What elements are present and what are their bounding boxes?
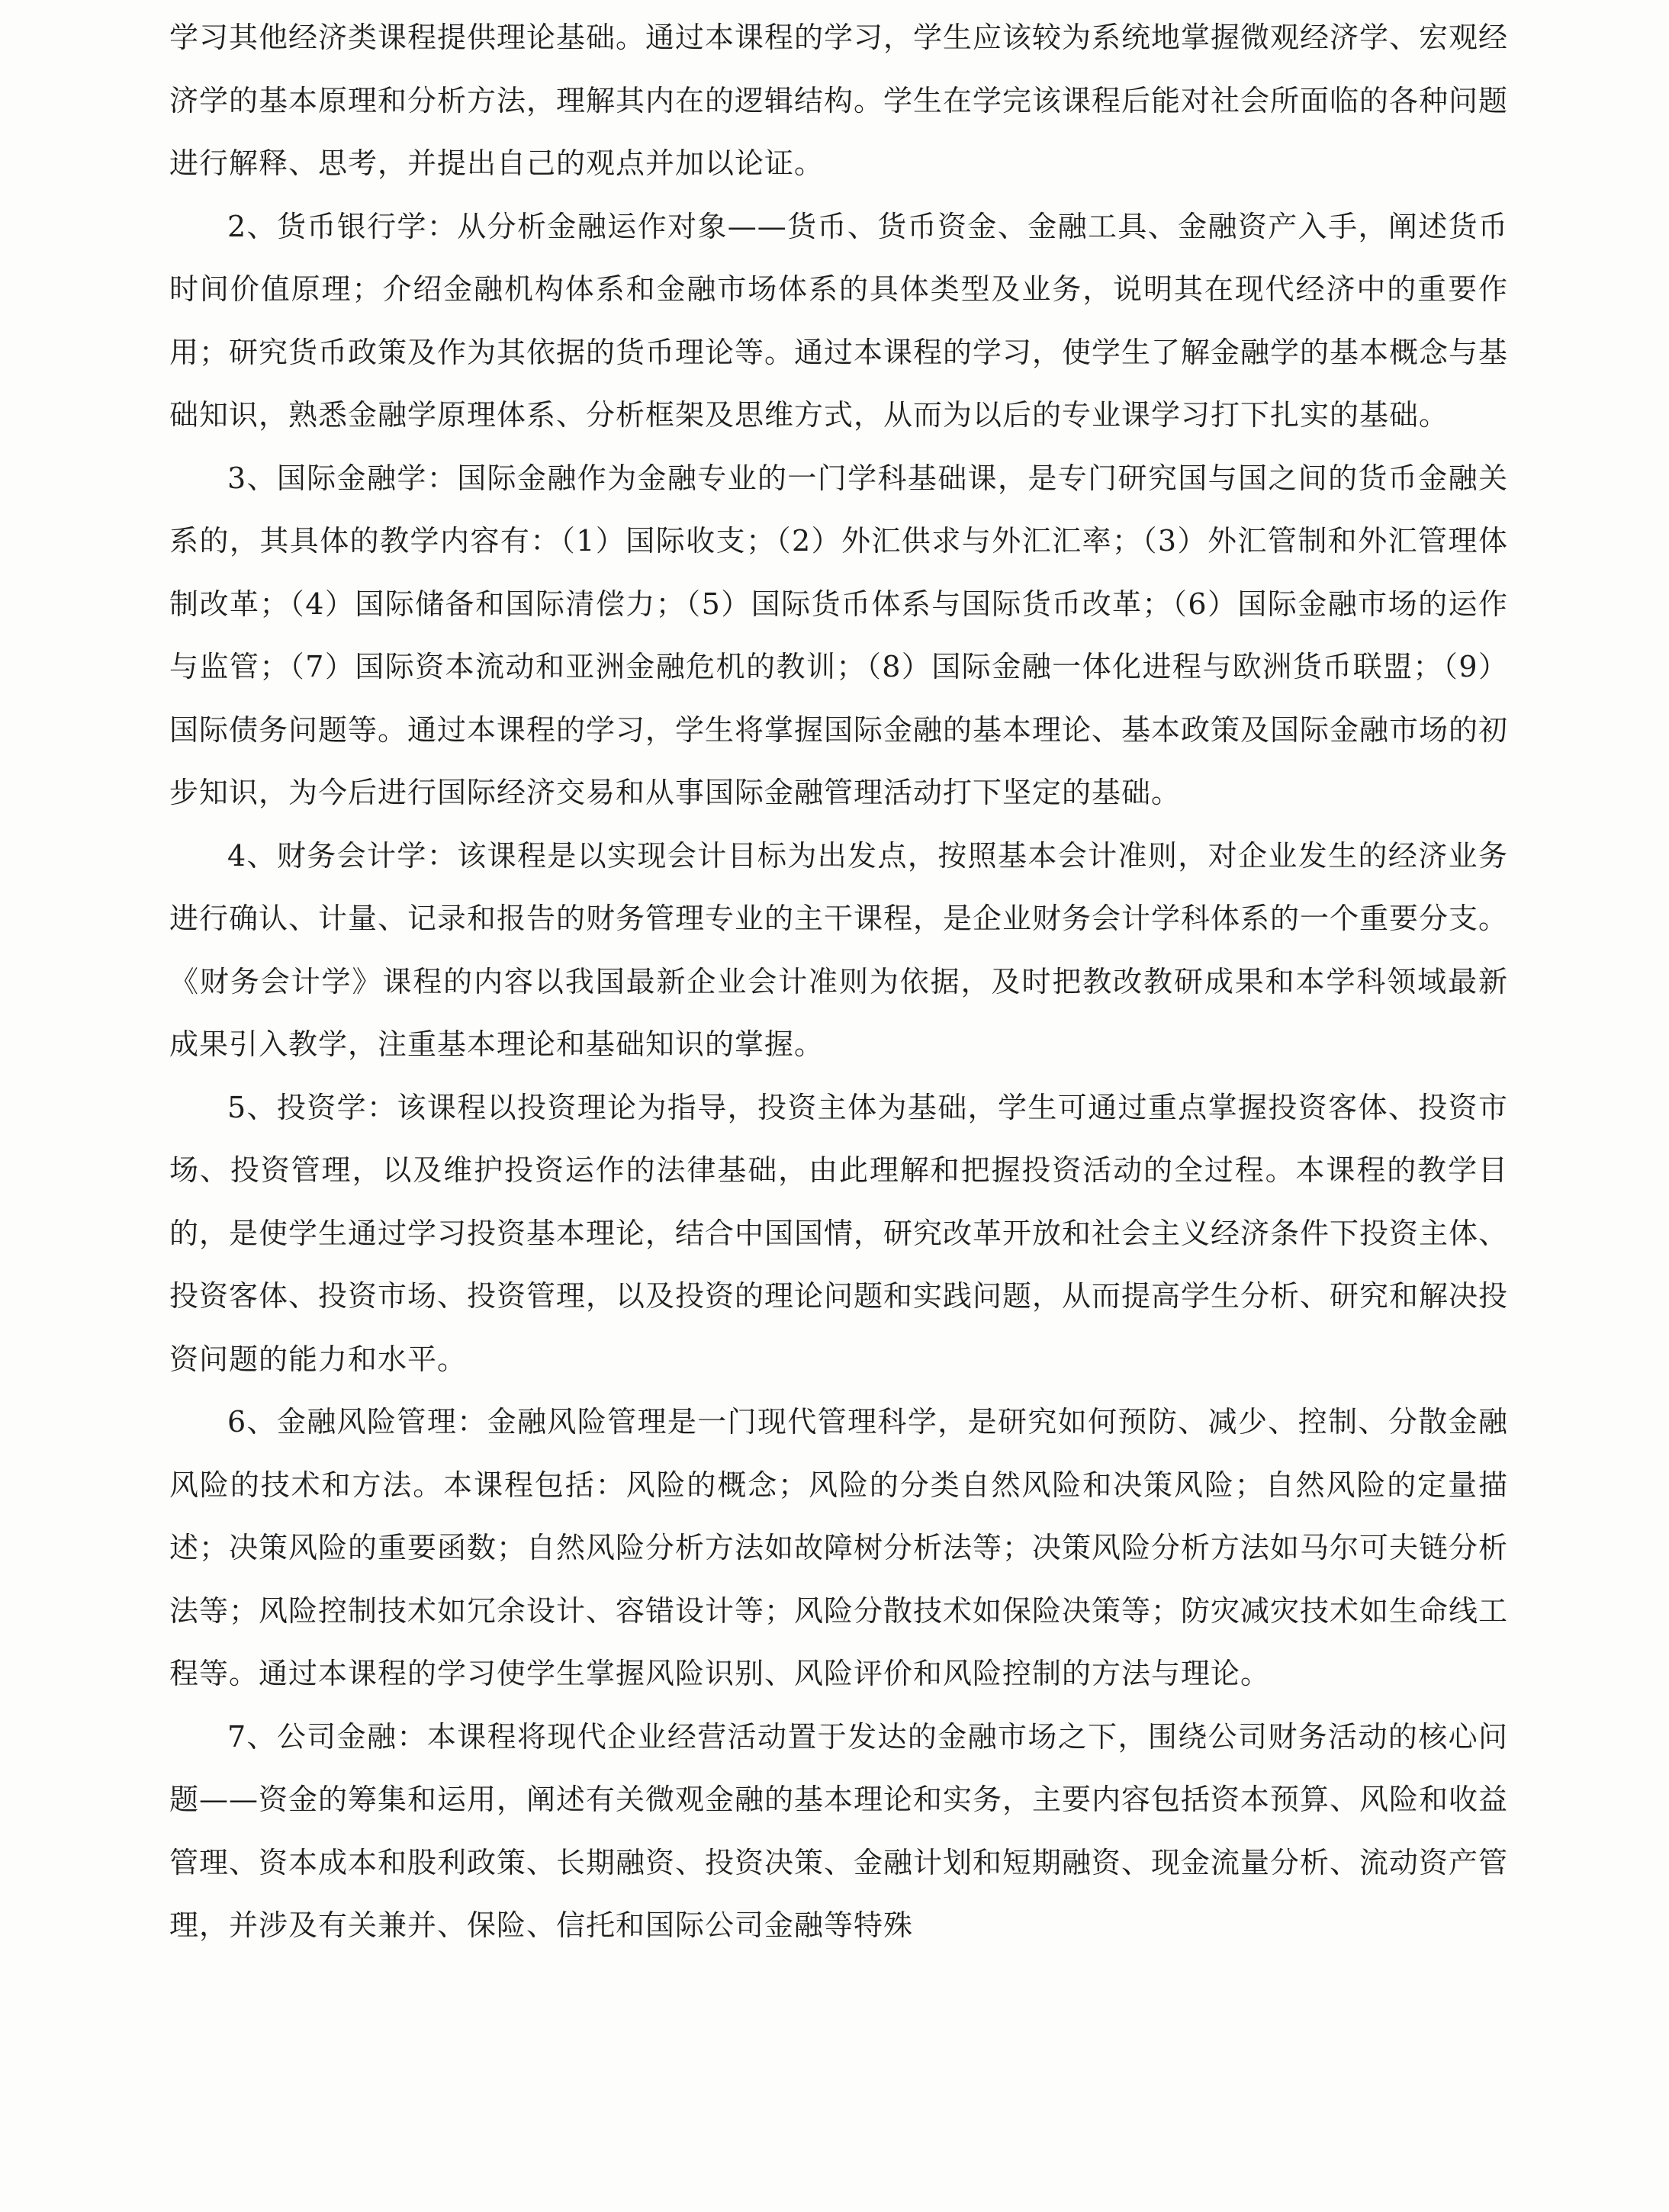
paragraph-course-2-money-banking: 2、货币银行学：从分析金融运作对象——货币、货币资金、金融工具、金融资产入手，阐述货币时间价值原理；介绍金融机构体系和金融市场体系的具体类型及业务，说明其在现代经济中的重要作用；研究货币政策及作为其依据的货币理论等。通过本课程的学习，使学生了解金融学的基本概念与基础知识，熟悉金融学原理体系、分析框架及思维方式，从而为以后的专业课学习打下扎实的基础。	[169, 209, 1509, 432]
paragraph-course-4-financial-accounting: 4、财务会计学：该课程是以实现会计目标为出发点，按照基本会计准则，对企业发生的经济业务进行确认、计量、记录和报告的财务管理专业的主干课程，是企业财务会计学科体系的一个重要分支。《财务会计学》课程的内容以我国最新企业会计准则为依据，及时把教改教研成果和本学科领域最新成果引入教学，注重基本理论和基础知识的掌握。	[169, 838, 1509, 1061]
paragraph-intro-continued: 学习其他经济类课程提供理论基础。通过本课程的学习，学生应该较为系统地掌握微观经济学、宏观经济学的基本原理和分析方法，理解其内在的逻辑结构。学生在学完该课程后能对社会所面临的各种问题进行解释、思考，并提出自己的观点并加以论证。	[169, 21, 1509, 180]
paragraph-course-7-corporate-finance: 7、公司金融：本课程将现代企业经营活动置于发达的金融市场之下，围绕公司财务活动的核心问题——资金的筹集和运用，阐述有关微观金融的基本理论和实务，主要内容包括资本预算、风险和收益管理、资本成本和股利政策、长期融资、投资决策、金融计划和短期融资、现金流量分析、流动资产管理，并涉及有关兼并、保险、信托和国际公司金融等特殊	[169, 1719, 1509, 1942]
paragraph-course-6-financial-risk-management: 6、金融风险管理：金融风险管理是一门现代管理科学，是研究如何预防、减少、控制、分散金融风险的技术和方法。本课程包括：风险的概念；风险的分类自然风险和决策风险；自然风险的定量描述；决策风险的重要函数；自然风险分析方法如故障树分析法等；决策风险分析方法如马尔可夫链分析法等；风险控制技术如冗余设计、容错设计等；风险分散技术如保险决策等；防灾减灾技术如生命线工程等。通过本课程的学习使学生掌握风险识别、风险评价和风险控制的方法与理论。	[169, 1405, 1509, 1690]
paragraph-course-3-international-finance: 3、国际金融学：国际金融作为金融专业的一门学科基础课，是专门研究国与国之间的货币金融关系的，其具体的教学内容有：（1）国际收支；（2）外汇供求与外汇汇率；（3）外汇管制和外汇管理体制改革；（4）国际储备和国际清偿力；（5）国际货币体系与国际货币改革；（6）国际金融市场的运作与监管；（7）国际资本流动和亚洲金融危机的教训；（8）国际金融一体化进程与欧洲货币联盟；（9）国际债务问题等。通过本课程的学习，学生将掌握国际金融的基本理论、基本政策及国际金融市场的初步知识，为今后进行国际经济交易和从事国际金融管理活动打下坚定的基础。	[169, 461, 1509, 809]
document-body	[169, 6, 1508, 1957]
paragraph-course-5-investment: 5、投资学：该课程以投资理论为指导，投资主体为基础，学生可通过重点掌握投资客体、投资市场、投资管理，以及维护投资运作的法律基础，由此理解和把握投资活动的全过程。本课程的教学目的，是使学生通过学习投资基本理论，结合中国国情，研究改革开放和社会主义经济条件下投资主体、投资客体、投资市场、投资管理，以及投资的理论问题和实践问题，从而提高学生分析、研究和解决投资问题的能力和水平。	[169, 1090, 1509, 1376]
